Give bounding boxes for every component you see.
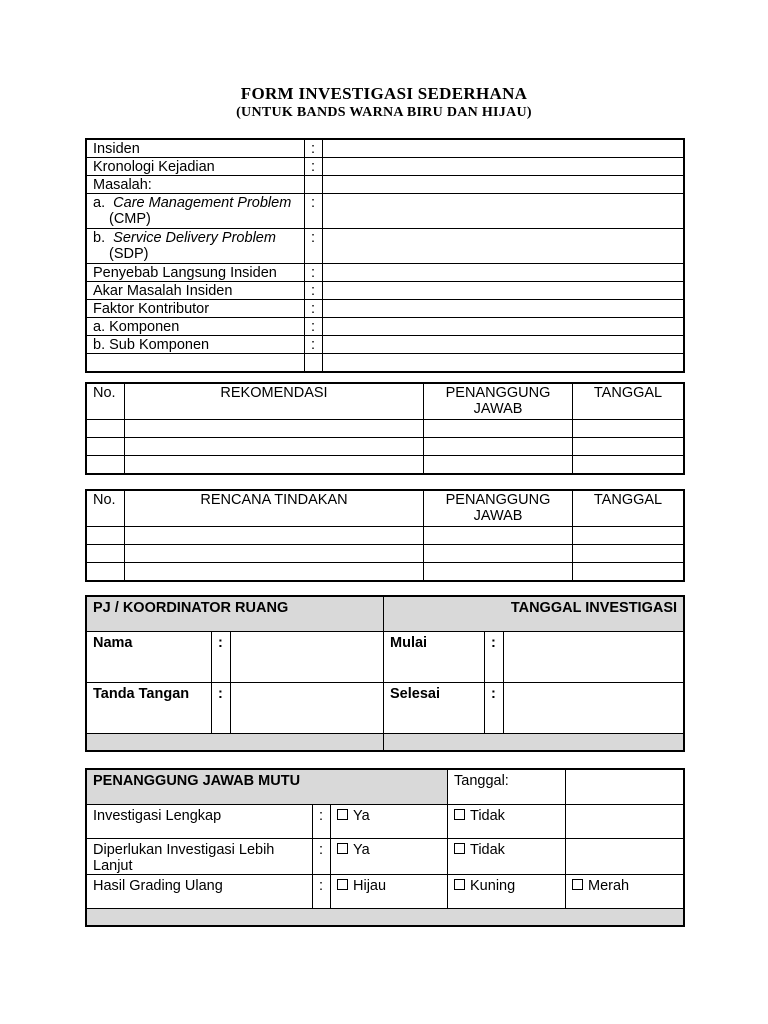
cell[interactable] — [87, 456, 125, 474]
colon: : — [305, 140, 323, 158]
empty-cell — [305, 176, 323, 194]
cell[interactable] — [125, 563, 424, 581]
colon: : — [305, 158, 323, 176]
date-field[interactable] — [566, 770, 684, 805]
table-row — [87, 875, 684, 909]
colon: : — [305, 229, 323, 264]
checkbox-icon[interactable] — [337, 809, 348, 820]
table-header-row — [87, 770, 684, 805]
cell[interactable] — [573, 563, 684, 581]
row-label: Hasil Grading Ulang — [87, 875, 313, 909]
row-label: Insiden — [87, 140, 305, 158]
option-tidak[interactable]: Tidak — [448, 839, 566, 875]
colon: : — [305, 300, 323, 318]
row-label: Diperlukan Investigasi Lebih Lanjut — [87, 839, 313, 875]
cell[interactable] — [573, 456, 684, 474]
sdp-field[interactable] — [323, 229, 684, 264]
table-row — [87, 545, 684, 563]
quality-pic-header: PENANGGUNG JAWAB MUTU — [87, 770, 448, 805]
table-row — [87, 282, 684, 300]
table-row — [87, 264, 684, 282]
table-row — [87, 563, 684, 581]
cell[interactable] — [424, 527, 573, 545]
table-footer-row — [87, 734, 684, 751]
cell[interactable] — [87, 438, 125, 456]
form-title: FORM INVESTIGASI SEDERHANA — [240, 84, 528, 103]
name-field[interactable] — [231, 632, 384, 683]
col-header-date: TANGGAL — [573, 384, 684, 420]
option-merah[interactable]: Merah — [566, 875, 684, 909]
checkbox-icon[interactable] — [337, 879, 348, 890]
colon: : — [305, 282, 323, 300]
col-header-recommendation: REKOMENDASI — [125, 384, 424, 420]
empty-cell — [566, 839, 684, 875]
colon: : — [212, 683, 231, 734]
cell[interactable] — [87, 420, 125, 438]
cell[interactable] — [573, 527, 684, 545]
col-header-date: TANGGAL — [573, 491, 684, 527]
checkbox-icon[interactable] — [454, 843, 465, 854]
row-label: a. Komponen — [87, 318, 305, 336]
root-cause-field[interactable] — [323, 282, 684, 300]
recommendation-table — [86, 383, 684, 474]
cell[interactable] — [424, 420, 573, 438]
option-kuning[interactable]: Kuning — [448, 875, 566, 909]
col-header-no: No. — [87, 384, 125, 420]
table-row — [87, 456, 684, 474]
row-label: Masalah: — [87, 176, 305, 194]
cell[interactable] — [87, 527, 125, 545]
chronology-field[interactable] — [323, 158, 684, 176]
cell[interactable] — [424, 438, 573, 456]
table-row — [87, 438, 684, 456]
sub-component-field[interactable] — [323, 336, 684, 354]
investigation-date-header: TANGGAL INVESTIGASI — [384, 597, 684, 632]
empty-cell[interactable] — [87, 354, 305, 372]
start-label: Mulai — [384, 632, 485, 683]
colon: : — [305, 318, 323, 336]
colon: : — [485, 683, 504, 734]
colon: : — [305, 264, 323, 282]
cell[interactable] — [125, 545, 424, 563]
footer-cell — [87, 734, 384, 751]
row-label: Faktor Kontributor — [87, 300, 305, 318]
cell[interactable] — [125, 420, 424, 438]
cell[interactable] — [573, 438, 684, 456]
row-label: Kronologi Kejadian — [87, 158, 305, 176]
row-label: Akar Masalah Insiden — [87, 282, 305, 300]
action-plan-table — [86, 490, 684, 581]
col-header-pic: PENANGGUNG JAWAB — [424, 491, 573, 527]
contributing-factor-field[interactable] — [323, 300, 684, 318]
cell[interactable] — [573, 545, 684, 563]
table-row — [87, 420, 684, 438]
empty-cell[interactable] — [323, 354, 684, 372]
table-row — [87, 354, 684, 372]
colon: : — [313, 805, 331, 839]
coordinator-header: PJ / KOORDINATOR RUANG — [87, 597, 384, 632]
cmp-field[interactable] — [323, 194, 684, 229]
cell[interactable] — [125, 527, 424, 545]
table-row — [87, 176, 684, 194]
option-tidak[interactable]: Tidak — [448, 805, 566, 839]
col-header-pic: PENANGGUNG JAWAB — [424, 384, 573, 420]
table-row — [87, 336, 684, 354]
row-label-cmp: a. Care Management Problem (CMP) — [87, 194, 305, 229]
problem-field[interactable] — [323, 176, 684, 194]
colon: : — [313, 839, 331, 875]
table-header-row — [87, 384, 684, 420]
checkbox-icon[interactable] — [572, 879, 583, 890]
col-header-no: No. — [87, 491, 125, 527]
checkbox-icon[interactable] — [337, 843, 348, 854]
col-header-action-plan: RENCANA TINDAKAN — [125, 491, 424, 527]
cell[interactable] — [125, 456, 424, 474]
row-label: Investigasi Lengkap — [87, 805, 313, 839]
colon: : — [305, 194, 323, 229]
form-subtitle: (UNTUK BANDS WARNA BIRU DAN HIJAU) — [236, 105, 532, 120]
cell[interactable] — [87, 563, 125, 581]
table-row — [87, 318, 684, 336]
signature-field[interactable] — [231, 683, 384, 734]
table-row — [87, 194, 684, 229]
cell[interactable] — [424, 456, 573, 474]
table-row — [87, 805, 684, 839]
table-footer-row — [87, 909, 684, 926]
table-row — [87, 229, 684, 264]
incident-field[interactable] — [323, 140, 684, 158]
signature-label: Tanda Tangan — [87, 683, 212, 734]
empty-cell — [566, 805, 684, 839]
name-label: Nama — [87, 632, 212, 683]
table-row — [87, 140, 684, 158]
table-row — [87, 683, 684, 734]
option-ya[interactable]: Ya — [331, 805, 448, 839]
option-ya[interactable]: Ya — [331, 839, 448, 875]
cell[interactable] — [125, 438, 424, 456]
end-label: Selesai — [384, 683, 485, 734]
cell[interactable] — [424, 563, 573, 581]
table-row — [87, 632, 684, 683]
row-label-sdp: b. Service Delivery Problem (SDP) — [87, 229, 305, 264]
incident-table — [86, 139, 684, 372]
table-row — [87, 158, 684, 176]
colon: : — [485, 632, 504, 683]
table-row — [87, 839, 684, 875]
cell[interactable] — [573, 420, 684, 438]
direct-cause-field[interactable] — [323, 264, 684, 282]
checkbox-icon[interactable] — [454, 879, 465, 890]
row-label: b. Sub Komponen — [87, 336, 305, 354]
footer-cell — [384, 734, 684, 751]
component-field[interactable] — [323, 318, 684, 336]
row-label: Penyebab Langsung Insiden — [87, 264, 305, 282]
start-date-field[interactable] — [504, 632, 684, 683]
end-date-field[interactable] — [504, 683, 684, 734]
table-row — [87, 300, 684, 318]
table-header-row — [87, 491, 684, 527]
cell[interactable] — [424, 545, 573, 563]
table-row — [87, 527, 684, 545]
colon: : — [212, 632, 231, 683]
date-label: Tanggal: — [448, 770, 566, 805]
checkbox-icon[interactable] — [454, 809, 465, 820]
empty-cell — [305, 354, 323, 372]
colon: : — [313, 875, 331, 909]
option-hijau[interactable]: Hijau — [331, 875, 448, 909]
table-header-row — [87, 597, 684, 632]
coordinator-table — [86, 596, 684, 751]
quality-table — [86, 769, 684, 926]
footer-cell — [87, 909, 684, 926]
cell[interactable] — [87, 545, 125, 563]
colon: : — [305, 336, 323, 354]
